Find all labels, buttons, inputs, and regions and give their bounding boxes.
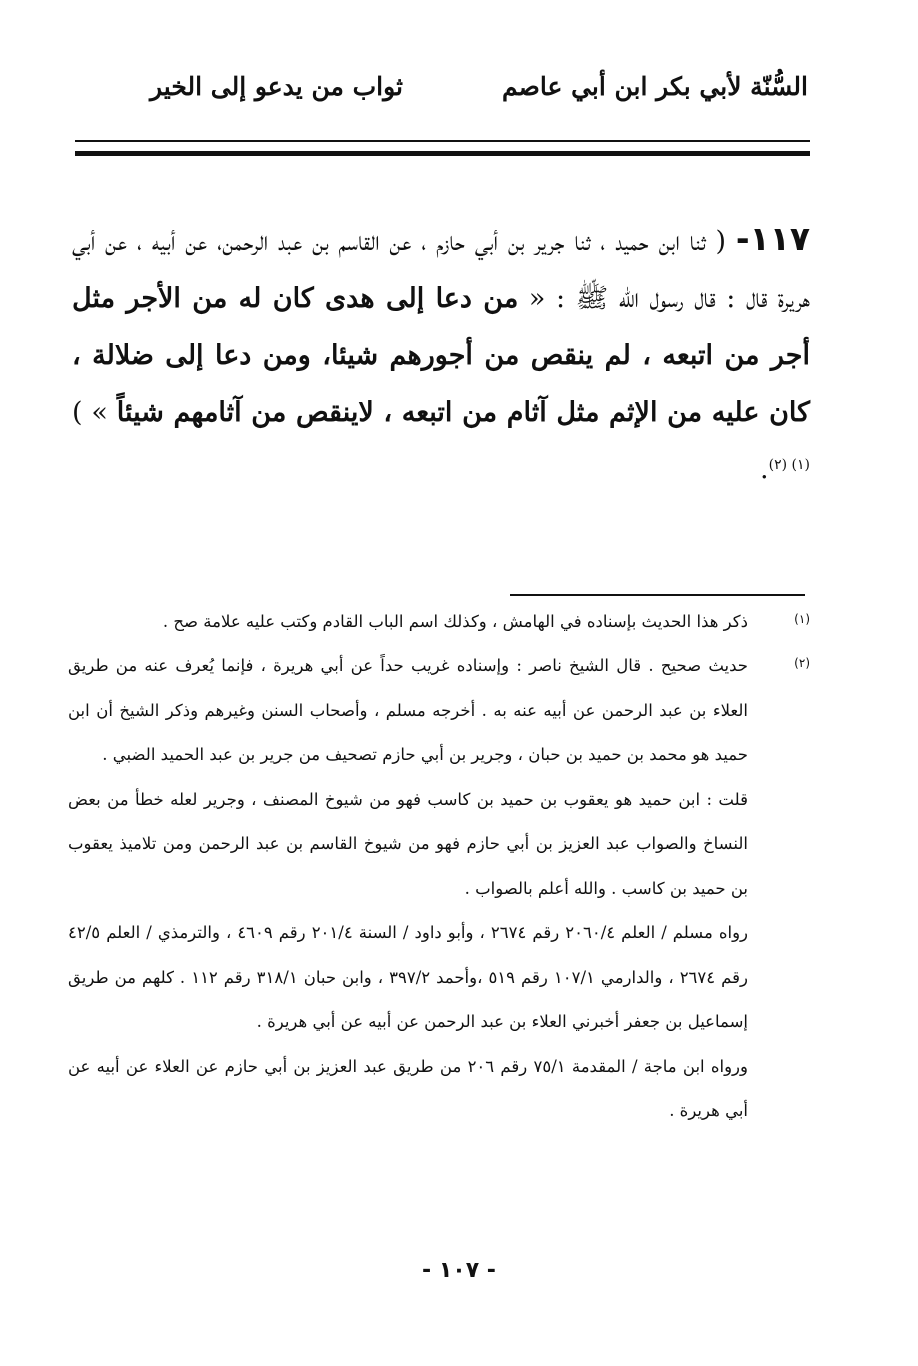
footnote-2-mark: (٢) <box>794 656 810 670</box>
hadith-text: من دعا إلى هدى كان له من الأجر مثل أجر من اتبعه ، لم ينقص من أجورهم شيئا، ومن دعا إلى ضلالة ، كان عليه من الإثم مثل آثام من اتبعه ، لاينقص من آثامهم شيئاً <box>72 283 810 428</box>
header-rule-thin <box>75 140 810 142</box>
footnote-1-mark: (١) <box>794 612 810 626</box>
footnote-refs: (١) (٢) <box>768 457 810 473</box>
hadith-number: ١١٧- <box>735 219 810 258</box>
header-rule-thick <box>75 151 810 156</box>
footnote-1-paragraph: ذكر هذا الحديث بإسناده في الهامش ، وكذلك اسم الباب القادم وكتب عليه علامة صح . <box>162 612 748 631</box>
hadith-closing: » ) <box>72 397 108 428</box>
footnote-2-paragraph: قلت : ابن حميد هو يعقوب بن حميد بن كاسب فهو من شيوخ المصنف ، وجرير لعله خطأ من بعض النساخ والصواب عبد العزيز بن أبي حازم فهو من شيوخ القاسم بن عبد الرحمن ومن تلاميذ يعقوب بن حميد بن كاسب . والله أعلم بالصواب . <box>68 789 748 898</box>
footnote-2-paragraph: رواه مسلم / العلم ٢٠٦٠/٤ رقم ٢٦٧٤ ، وأبو داود / السنة ٢٠١/٤ رقم ٤٦٠٩ ، والترمذي / العلم ٤٢/٥ رقم ٢٦٧٤ ، والدارمي ١٠٧/١ رقم ٥١٩ ،وأحمد ٣٩٧/٢ ، وابن حبان ٣١٨/١ رقم ١١٢ . كلهم من طريق إسماعيل بن جعفر أخبرني العلاء بن عبد الرحمن عن أبيه عن أبي هريرة . <box>68 923 749 1031</box>
hadith-chain: ( ثنا ابن حميد ، ثنا جرير بن أبي حازم ، عن القاسم بن عبد الرحمن، عن أبيه ، عن أبي هريرة قال : قال رسول الله ﷺ : « <box>72 226 810 314</box>
hadith-paragraph <box>72 210 810 498</box>
footnote-1-text <box>68 600 748 645</box>
page-number: - ١٠٧ - <box>422 1258 496 1283</box>
footnote-2-paragraph: ورواه ابن ماجة / المقدمة ٧٥/١ رقم ٢٠٦ من طريق عبد العزيز بن أبي حازم عن العلاء عن أبيه عن أبي هريرة . <box>68 1056 748 1120</box>
footnote-2-text <box>68 644 748 1134</box>
footnote-2-paragraph: حديث صحيح . قال الشيخ ناصر : وإسناده غريب حداً عن أبي هريرة ، فإنما يُعرف عنه من طريق العلاء بن عبد الرحمن عن أبيه عنه به . أخرجه مسلم ، وأصحاب السنن وغيرهم وذكر الشيخ أن ابن حميد هو محمد بن حميد بن حبان ، وجرير بن أبي حازم تصحيف من جرير بن عبد الحميد الضبي . <box>68 656 749 764</box>
running-header-chapter-title: ثواب من يدعو إلى الخير <box>150 72 403 101</box>
footnote-separator <box>510 594 805 596</box>
running-header-book-title: السُّنّة لأبي بكر ابن أبي عاصم <box>501 72 808 101</box>
hadith-end: . <box>760 454 769 485</box>
